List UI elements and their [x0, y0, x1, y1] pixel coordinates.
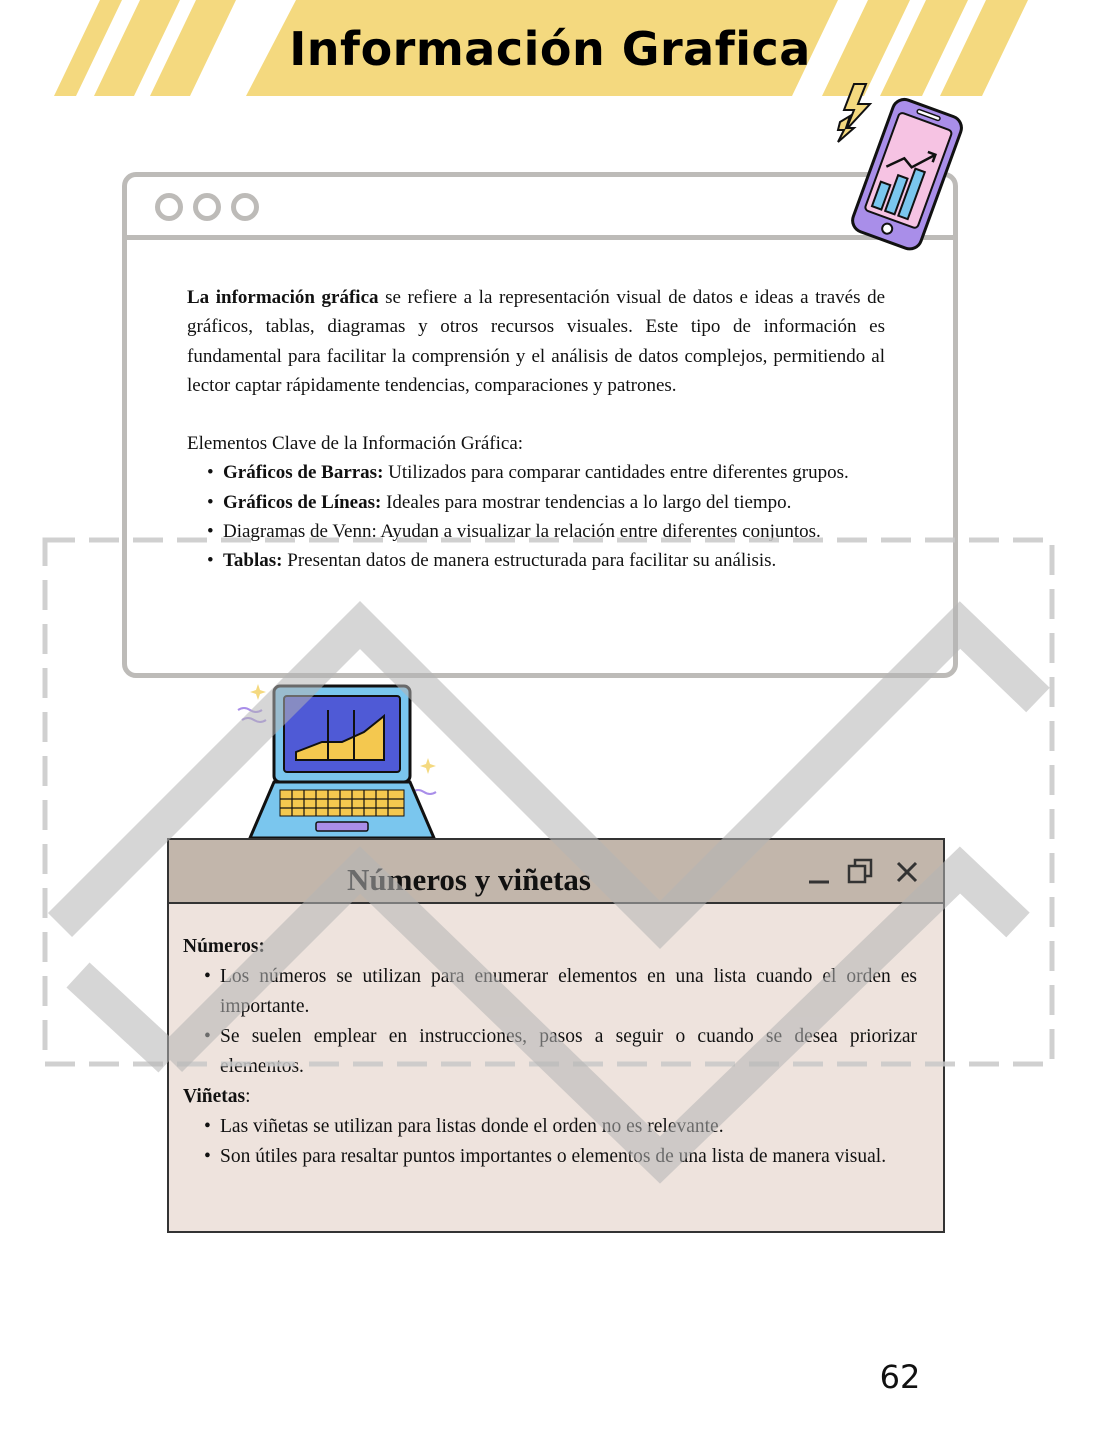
list-item-bold: Gráficos de Líneas: — [223, 491, 382, 513]
list-item — [223, 517, 885, 546]
bullets-list — [183, 1112, 917, 1172]
numbers-list — [183, 962, 917, 1082]
list-item — [223, 546, 885, 575]
laptop-chart-icon — [232, 680, 444, 848]
list-item-text: Ideales para mostrar tendencias a lo largo del tiempo. — [381, 491, 792, 513]
list-item-bold: Tablas: — [223, 550, 283, 572]
bullets-window-titlebar — [169, 840, 943, 904]
minimize-icon[interactable] — [803, 856, 835, 888]
bullets-window-body — [183, 932, 917, 1172]
intro-text: se refiere a la representación visual de datos e ideas a través de gráficos, tablas, diagramas y otros recursos visuales. Este tipo de información es fundamental para facilitar la comprensión y el análisis de datos complejos, permitiendo al lector captar rápidamente tendencias, comparaciones y patrones. — [187, 287, 886, 396]
restore-icon[interactable] — [845, 856, 877, 888]
list-item-text: Diagramas de Venn: Ayudan a visualizar la relación entre diferentes conjuntos. — [223, 521, 821, 543]
window-dot-icon — [193, 193, 221, 221]
list-item: • Los números se utilizan para enumerar elementos en una lista cuando el orden es importante. — [220, 962, 917, 1022]
intro-bold: La información gráfica — [187, 287, 379, 308]
phone-chart-icon — [836, 82, 970, 260]
key-elements-list — [187, 458, 885, 575]
list-item — [223, 488, 885, 517]
list-item-text: Presentan datos de manera estructurada para facilitar su análisis. — [282, 550, 777, 572]
numbers-heading-text: Números: — [183, 936, 265, 957]
list-item — [223, 458, 885, 487]
intro-paragraph — [187, 283, 885, 400]
numbers-heading — [183, 932, 917, 962]
window-dot-icon — [231, 193, 259, 221]
bullets-window — [167, 838, 945, 1233]
window-titlebar — [127, 177, 953, 240]
list-item: • Son útiles para resaltar puntos importantes o elementos de una lista de manera visual. — [220, 1142, 917, 1172]
page-number: 62 — [879, 1358, 921, 1396]
list-heading: Elementos Clave de la Información Gráfica: — [187, 433, 524, 455]
list-item-bold: Gráficos de Barras: — [223, 462, 384, 484]
info-window — [122, 172, 958, 678]
close-icon[interactable] — [891, 856, 923, 888]
window-dot-icon — [155, 193, 183, 221]
page-title: Información Grafica — [289, 22, 811, 76]
list-item-text: Utilizados para comparar cantidades entre diferentes grupos. — [383, 462, 849, 484]
list-item: • Las viñetas se utilizan para listas donde el orden no es relevante. — [220, 1112, 917, 1142]
bullets-heading-suffix: : — [245, 1086, 251, 1107]
list-item: • Se suelen emplear en instrucciones, pasos a seguir o cuando se desea priorizar elementos. — [220, 1022, 917, 1082]
bullets-heading-text: Viñetas — [183, 1086, 246, 1107]
bullets-window-title: Números y viñetas — [347, 862, 591, 897]
info-body — [187, 283, 885, 576]
bullets-heading — [183, 1082, 917, 1112]
